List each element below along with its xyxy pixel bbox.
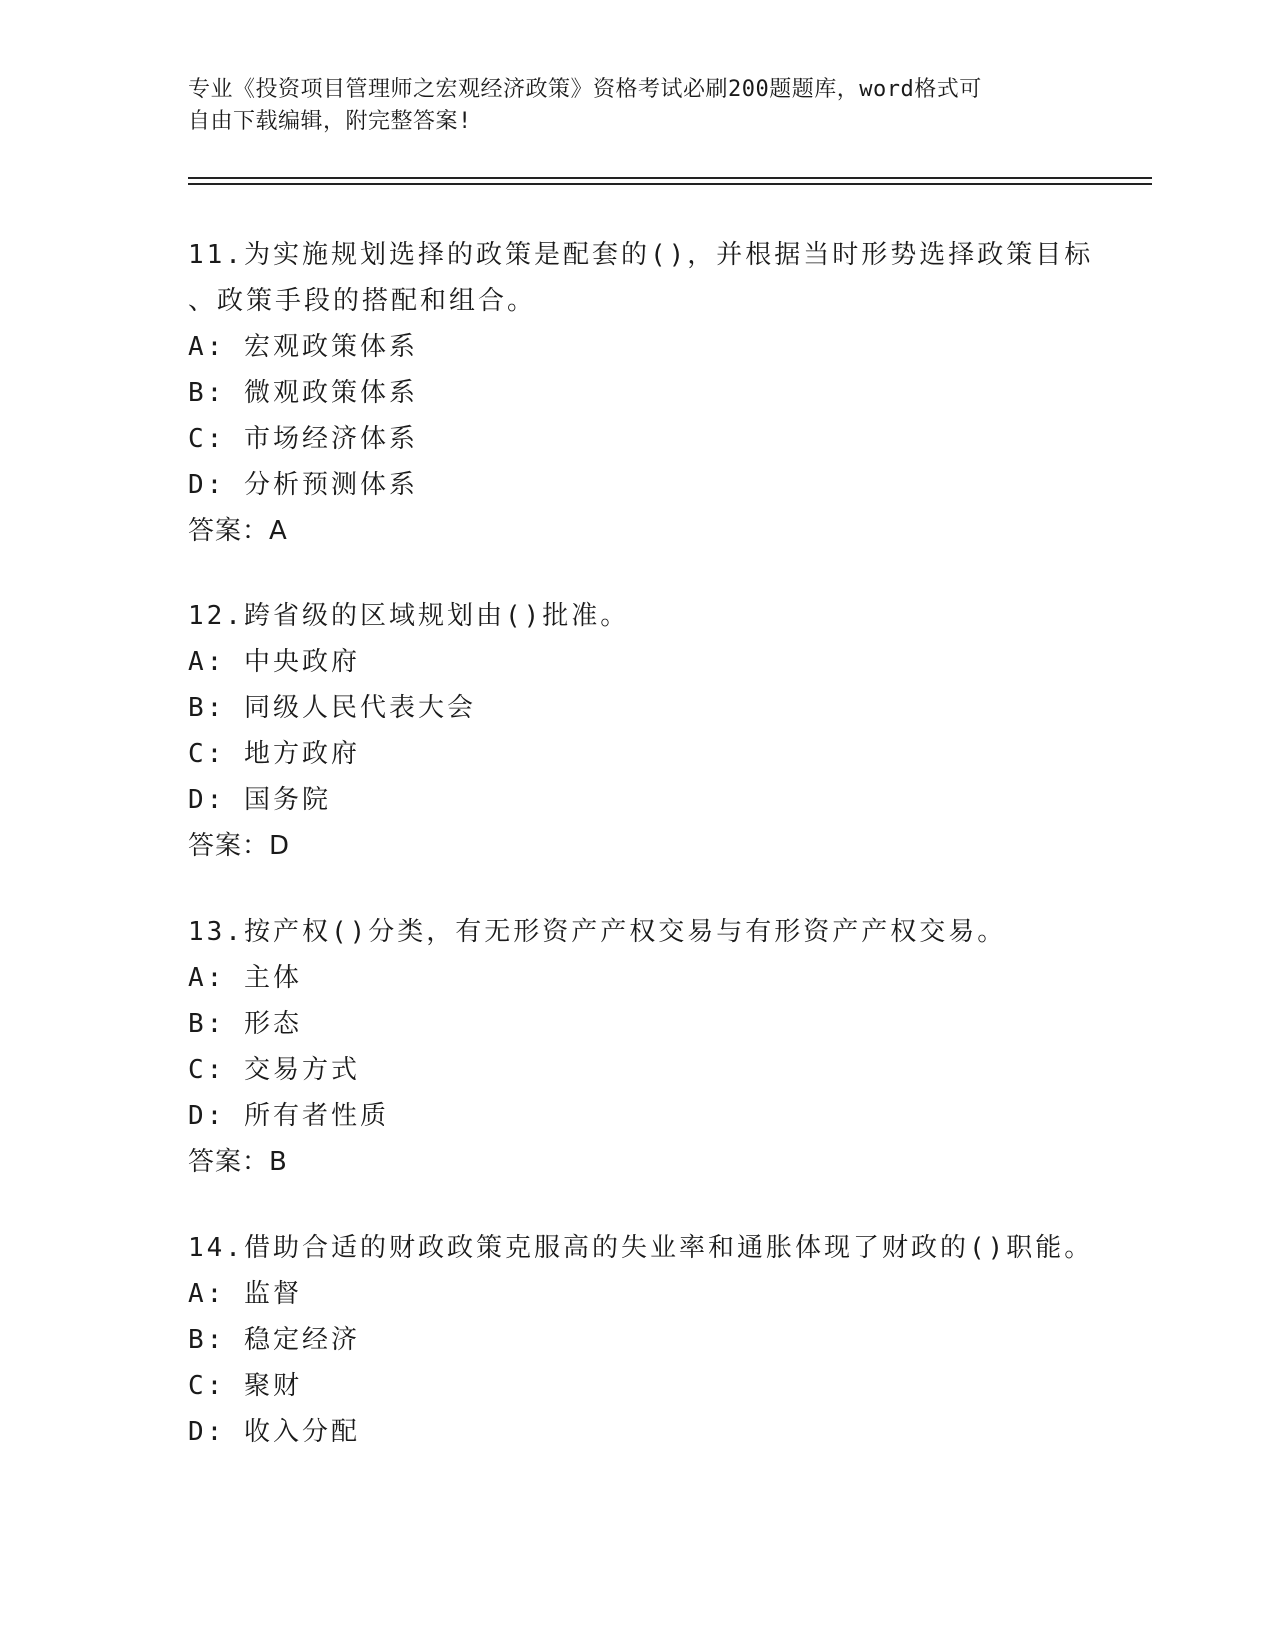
answer-label: 答案：A [188, 516, 288, 546]
option-d: D: 分析预测体系 [188, 470, 418, 500]
answer-label: 答案：B [188, 1147, 288, 1177]
header-line-1: 专业《投资项目管理师之宏观经济政策》资格考试必刷200题题库，word格式可 [188, 77, 982, 102]
option-d: D: 收入分配 [188, 1417, 360, 1447]
option-d: D: 所有者性质 [188, 1101, 389, 1131]
header-line-2: 自由下载编辑，附完整答案! [188, 109, 472, 134]
answer-label: 答案：D [188, 831, 291, 861]
option-a: A: 中央政府 [188, 647, 360, 677]
header-divider-top [188, 177, 1152, 179]
question-stem-line: 14.借助合适的财政政策克服高的失业率和通胀体现了财政的()职能。 [188, 1233, 1094, 1263]
question-14 [188, 1225, 1094, 1455]
question-stem-line: 11.为实施规划选择的政策是配套的()，并根据当时形势选择政策目标 [188, 240, 1094, 270]
option-b: B: 形态 [188, 1009, 302, 1039]
option-c: C: 聚财 [188, 1371, 302, 1401]
option-c: C: 市场经济体系 [188, 424, 418, 454]
question-12 [188, 593, 1088, 869]
option-a: A: 宏观政策体系 [188, 332, 418, 362]
option-b: B: 微观政策体系 [188, 378, 418, 408]
question-11 [188, 232, 1094, 554]
option-d: D: 国务院 [188, 785, 331, 815]
question-13 [188, 909, 1088, 1185]
option-a: A: 主体 [188, 963, 302, 993]
question-stem-line: 13.按产权()分类，有无形资产产权交易与有形资产产权交易。 [188, 917, 1007, 947]
option-b: B: 同级人民代表大会 [188, 693, 476, 723]
question-stem-line: 12.跨省级的区域规划由()批准。 [188, 601, 630, 631]
question-stem-line: 、政策手段的搭配和组合。 [188, 286, 537, 316]
document-header [188, 74, 1088, 138]
option-a: A: 监督 [188, 1279, 302, 1309]
option-b: B: 稳定经济 [188, 1325, 360, 1355]
option-c: C: 地方政府 [188, 739, 360, 769]
header-divider-bottom [188, 183, 1152, 185]
option-c: C: 交易方式 [188, 1055, 360, 1085]
